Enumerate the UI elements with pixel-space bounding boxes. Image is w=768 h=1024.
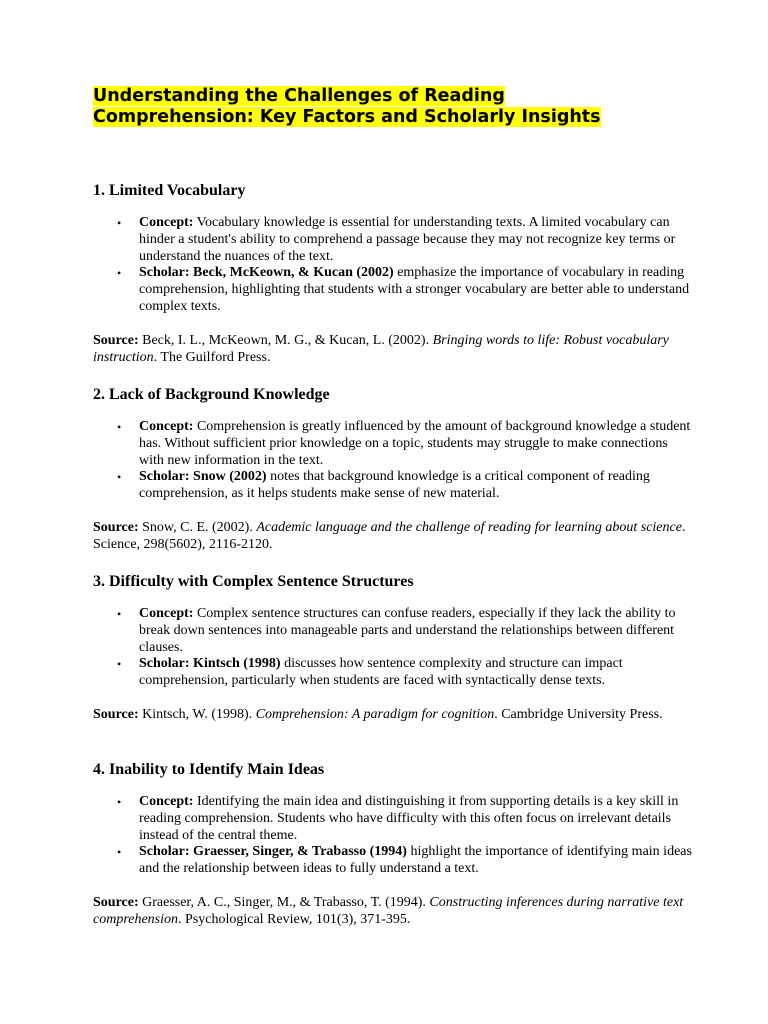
scholar-text: notes that background knowledge is a critical component of reading comprehension, as it helps students make sense of new material.: [139, 469, 650, 502]
scholar-label: Scholar: Beck, McKeown, & Kucan (2002): [139, 265, 394, 281]
concept-label: Concept:: [139, 606, 194, 621]
source-authors: Kintsch, W. (1998).: [138, 706, 256, 722]
bullet-icon: •: [117, 607, 122, 621]
concept-text: Complex sentence structures can confuse readers, especially if they lack the ability to break down sentences into manageable parts and understand the relationships between different clauses.: [139, 606, 676, 655]
concept-label: Concept:: [139, 794, 194, 809]
bullet-icon: •: [117, 216, 122, 230]
scholar-label: Scholar: Kintsch (1998): [139, 656, 281, 672]
section-heading: 4. Inability to Identify Main Ideas: [93, 761, 325, 778]
bullet-icon: •: [117, 420, 122, 434]
scholar-item: [117, 469, 693, 503]
concept-item: [117, 606, 693, 656]
scholar-text: emphasize the importance of vocabulary in reading comprehension, highlighting that students with a stronger vocabulary are better able to understand complex texts.: [139, 265, 690, 314]
scholar-text: discusses how sentence complexity and structure can impact comprehension, particularly when students are faced with syntactically dense texts.: [139, 656, 623, 689]
source-authors: Snow, C. E. (2002).: [138, 519, 257, 535]
source-publisher: . The Guilford Press.: [153, 349, 271, 365]
section-heading: 1. Limited Vocabulary: [93, 182, 246, 199]
source-authors: Graesser, A. C., Singer, M., & Trabasso, T. (1994).: [138, 894, 430, 910]
concept-label: Concept:: [139, 419, 194, 434]
source-label: Source:: [93, 332, 139, 348]
source-title: Academic language and the challenge of reading for learning about science: [256, 519, 682, 535]
source-label: Source:: [93, 519, 139, 535]
source-label: Source:: [93, 706, 139, 722]
scholar-item: [117, 656, 693, 690]
concept-label: Concept:: [139, 215, 194, 230]
scholar-label: Scholar: Snow (2002): [139, 469, 267, 485]
concept-text: Identifying the main idea and distinguishing it from supporting details is a key skill in reading comprehension. Students who have difficulty with this often focus on irrelevant details instead of the central theme.: [139, 794, 679, 843]
source-title: Constructing inferences during narrative text comprehension: [93, 894, 684, 927]
bullet-list: [93, 606, 693, 690]
bullet-icon: •: [117, 470, 122, 485]
source-authors: Beck, I. L., McKeown, M. G., & Kucan, L. (2002).: [138, 332, 433, 348]
source-citation: [93, 894, 693, 928]
source-title: Bringing words to life: Robust vocabulary instruction: [93, 332, 669, 365]
concept-text: Comprehension is greatly influenced by the amount of background knowledge a student has. Without sufficient prior knowledge on a topic, students may struggle to make connections with new information in the text.: [139, 419, 691, 468]
bullet-icon: •: [117, 845, 122, 860]
section-limited-vocabulary: [93, 181, 693, 366]
bullet-list: [93, 419, 693, 503]
source-publisher: . Science, 298(5602), 2116-2120.: [93, 519, 686, 552]
section-heading: 2. Lack of Background Knowledge: [93, 386, 330, 403]
document-title: [93, 86, 693, 128]
source-label: Source:: [93, 894, 139, 910]
concept-item: [117, 215, 693, 265]
scholar-item: [117, 844, 693, 878]
section-heading: 3. Difficulty with Complex Sentence Structures: [93, 573, 414, 590]
title-line-2: Comprehension: Key Factors and Scholarly Insights: [93, 107, 601, 127]
bullet-list: [93, 215, 693, 316]
bullet-icon: •: [117, 795, 122, 809]
concept-item: [117, 794, 693, 844]
concept-item: [117, 419, 693, 469]
source-publisher: . Psychological Review, 101(3), 371-395.: [178, 911, 411, 927]
scholar-item: [117, 265, 693, 315]
source-citation: [93, 332, 693, 366]
source-citation: [93, 519, 693, 553]
concept-text: Vocabulary knowledge is essential for understanding texts. A limited vocabulary can hinder a student's ability to comprehend a passage because they may not recognize key terms or understand the nuances of the text.: [139, 215, 676, 264]
source-citation: [93, 706, 693, 723]
bullet-icon: •: [117, 266, 122, 281]
title-line-1: Understanding the Challenges of Reading: [93, 86, 505, 106]
bullet-list: [93, 794, 693, 878]
scholar-label: Scholar: Graesser, Singer, & Trabasso (1994): [139, 844, 407, 860]
section-main-ideas: [93, 760, 693, 928]
bullet-icon: •: [117, 657, 122, 672]
source-title: Comprehension: A paradigm for cognition: [255, 706, 495, 722]
section-background-knowledge: [93, 385, 693, 553]
scholar-text: highlight the importance of identifying main ideas and the relationship between ideas to fully understand a text.: [139, 844, 692, 877]
section-complex-sentences: [93, 572, 693, 723]
source-publisher: . Cambridge University Press.: [494, 706, 663, 722]
